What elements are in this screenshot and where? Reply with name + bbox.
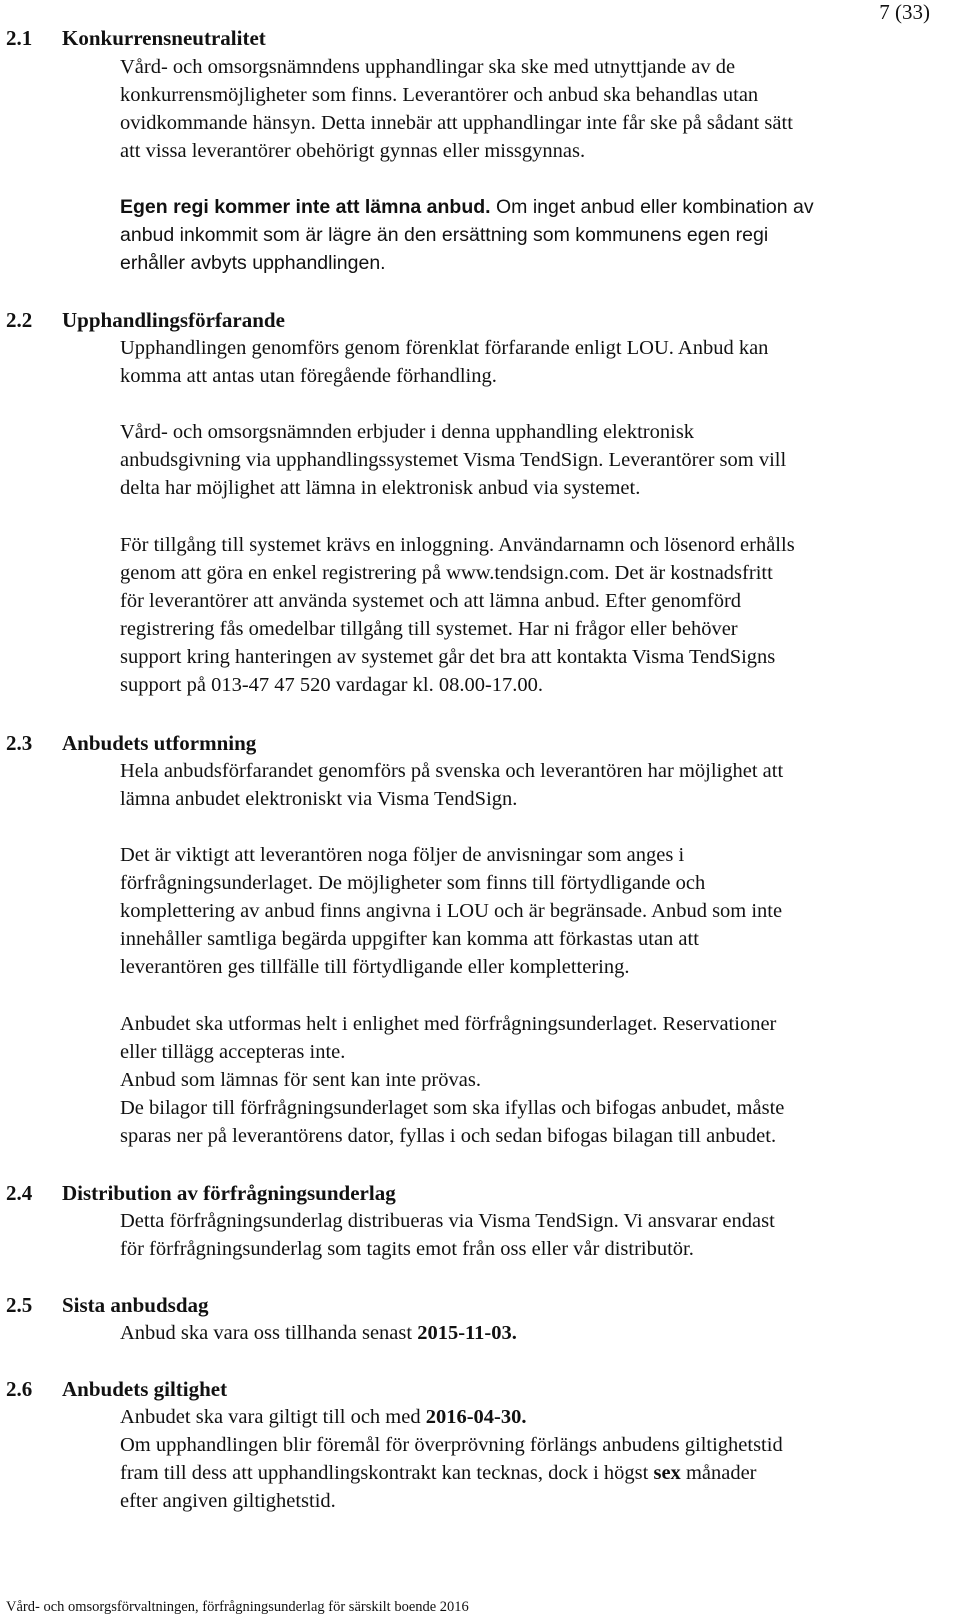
text-line: att vissa leverantörer obehörigt gynnas eller missgynnas. <box>120 140 586 162</box>
text-line: Vård- och omsorgsnämndens upphandlingar ska ske med utnyttjande av de <box>120 56 736 78</box>
bold-word: sex <box>653 1462 681 1484</box>
text-line: Det är viktigt att leverantören noga följer de anvisningar som anges i <box>120 844 685 866</box>
text-line: konkurrensmöjligheter som finns. Leverantörer och anbud ska behandlas utan <box>120 84 759 106</box>
text-span: Om inget anbud eller kombination av <box>490 196 814 218</box>
heading-number: 2.2 <box>6 308 33 332</box>
paragraph-sista-anbudsdag <box>120 1319 940 1347</box>
text-line <box>120 1319 940 1347</box>
heading-2-5 <box>6 1291 209 1319</box>
text-line: Detta förfrågningsunderlag distribueras via Visma TendSign. Vi ansvarar endast <box>120 1210 775 1232</box>
text-line: registrering fås omedelbar tillgång till systemet. Har ni frågor eller behöver <box>120 618 738 640</box>
heading-2-6 <box>6 1375 227 1403</box>
text-line: support kring hanteringen av systemet går det bra att kontakta Visma TendSigns <box>120 646 776 668</box>
heading-2-4 <box>6 1179 396 1207</box>
paragraph-forfarande <box>120 334 940 390</box>
heading-2-1 <box>6 24 266 52</box>
heading-2-2 <box>6 306 285 334</box>
heading-title: Upphandlingsförfarande <box>62 308 285 332</box>
text-span: Anbudet ska vara giltigt till och med <box>120 1406 426 1428</box>
text-span: fram till dess att upphandlingskontrakt kan tecknas, dock i högst <box>120 1462 654 1484</box>
paragraph-inloggning <box>120 531 940 699</box>
text-line: förfrågningsunderlaget. De möjligheter som finns till förtydligande och <box>120 872 706 894</box>
text-line: Vård- och omsorgsnämnden erbjuder i denna upphandling elektronisk <box>120 421 695 443</box>
text-line: De bilagor till förfrågningsunderlaget som ska ifyllas och bifogas anbudet, måste <box>120 1097 785 1119</box>
paragraph-utformas <box>120 1010 940 1150</box>
heading-2-3 <box>6 729 256 757</box>
heading-number: 2.1 <box>6 26 33 50</box>
text-line: ovidkommande hänsyn. Detta innebär att upphandlingar inte får ske på sådant sätt <box>120 112 793 134</box>
text-line: delta har möjlighet att lämna in elektronisk anbud via systemet. <box>120 477 641 499</box>
text-line: Hela anbudsförfarandet genomförs på svenska och leverantören har möjlighet att <box>120 760 784 782</box>
text-line: erhåller avbyts upphandlingen. <box>120 252 386 274</box>
page-footer: Vård- och omsorgsförvaltningen, förfrågningsunderlag för särskilt boende 2016 <box>6 1599 469 1615</box>
paragraph-giltighet <box>120 1403 940 1515</box>
paragraph-konkurrensneutralitet <box>120 53 940 165</box>
text-line: för förfrågningsunderlag som tagits emot från oss eller vår distributör. <box>120 1238 694 1260</box>
text-line: support på 013-47 47 520 vardagar kl. 08.00-17.00. <box>120 674 544 696</box>
text-span: Anbud ska vara oss tillhanda senast <box>120 1322 418 1344</box>
text-line: Upphandlingen genomförs genom förenklat förfarande enligt LOU. Anbud kan <box>120 337 769 359</box>
bold-statement: Egen regi kommer inte att lämna anbud. <box>120 196 491 218</box>
text-line: eller tillägg accepteras inte. <box>120 1041 346 1063</box>
text-line: komplettering av anbud finns angivna i LOU och är begränsade. Anbud som inte <box>120 900 783 922</box>
text-line: efter angiven giltighetstid. <box>120 1490 336 1512</box>
paragraph-distribution <box>120 1207 940 1263</box>
text-line: för leverantörer att använda systemet och att lämna anbud. Efter genomförd <box>120 590 742 612</box>
heading-title: Sista anbudsdag <box>62 1293 209 1317</box>
paragraph-egen-regi <box>120 193 940 277</box>
text-line: anbud inkommit som är lägre än den ersättning som kommunens egen regi <box>120 224 769 246</box>
text-line <box>120 1403 940 1431</box>
text-line <box>120 193 940 221</box>
heading-title: Konkurrensneutralitet <box>62 26 266 50</box>
heading-number: 2.4 <box>6 1181 33 1205</box>
validity-date: 2016-04-30. <box>425 1406 527 1428</box>
page-number: 7 (33) <box>879 0 930 24</box>
text-line: komma att antas utan föregående förhandling. <box>120 365 497 387</box>
heading-number: 2.6 <box>6 1377 33 1401</box>
text-line: leverantören ges tillfälle till förtydligande eller komplettering. <box>120 956 630 978</box>
text-line: Om upphandlingen blir föremål för överprövning förlängs anbudens giltighetstid <box>120 1434 783 1456</box>
text-line: Anbudet ska utformas helt i enlighet med förfrågningsunderlaget. Reservationer <box>120 1013 777 1035</box>
paragraph-anvisningar <box>120 841 940 981</box>
text-line: innehåller samtliga begärda uppgifter kan komma att förkastas utan att <box>120 928 699 950</box>
paragraph-svenska <box>120 757 940 813</box>
text-line: För tillgång till systemet krävs en inloggning. Användarnamn och lösenord erhålls <box>120 534 795 556</box>
text-line: lämna anbudet elektroniskt via Visma TendSign. <box>120 788 518 810</box>
text-span: månader <box>680 1462 757 1484</box>
text-line: anbudsgivning via upphandlingssystemet Visma TendSign. Leverantörer som vill <box>120 449 787 471</box>
text-line <box>120 1459 940 1487</box>
heading-number: 2.5 <box>6 1293 33 1317</box>
heading-title: Distribution av förfrågningsunderlag <box>62 1181 396 1205</box>
text-line: genom att göra en enkel registrering på www.tendsign.com. Det är kostnadsfritt <box>120 562 773 584</box>
heading-title: Anbudets giltighet <box>62 1377 228 1401</box>
text-line: sparas ner på leverantörens dator, fyllas i och sedan bifogas bilagan till anbudet. <box>120 1125 777 1147</box>
paragraph-elektronisk <box>120 418 940 502</box>
text-line: Anbud som lämnas för sent kan inte prövas. <box>120 1069 481 1091</box>
deadline-date: 2015-11-03. <box>417 1322 517 1344</box>
heading-number: 2.3 <box>6 731 33 755</box>
heading-title: Anbudets utformning <box>62 731 257 755</box>
